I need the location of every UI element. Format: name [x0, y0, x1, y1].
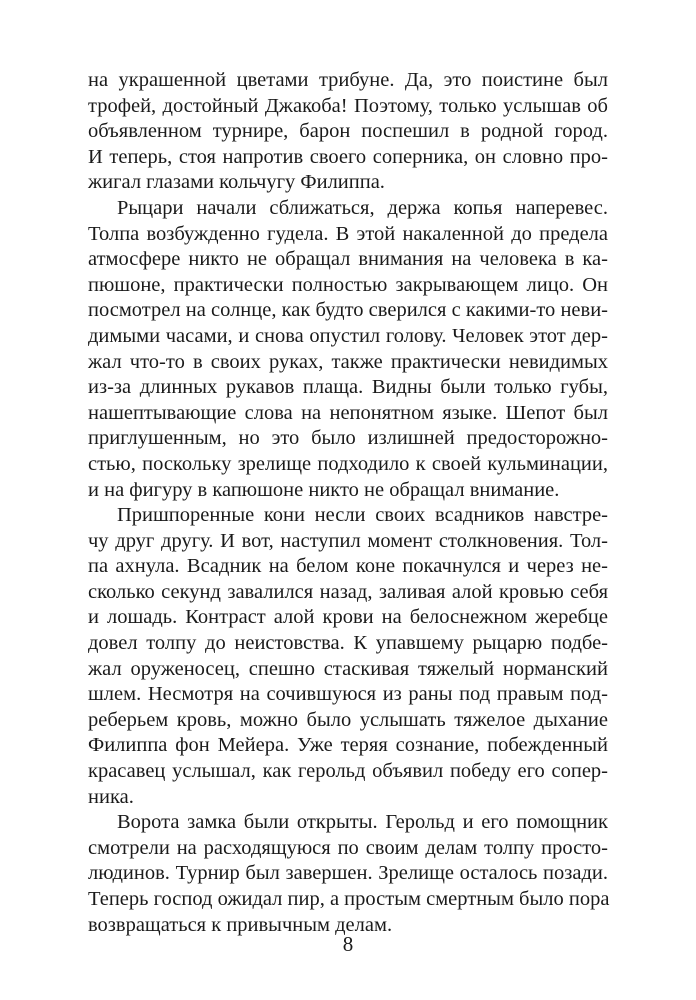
text-line: Рыцари начали сближаться, держа копья наперевес.	[117, 196, 608, 219]
text-line: Ворота замка были открыты. Герольд и его помощник	[117, 811, 608, 834]
text-block	[88, 68, 608, 938]
paragraph	[88, 68, 608, 196]
text-line: красавец услышал, как герольд объявил победу его сопер-	[88, 760, 608, 783]
text-line: стью, поскольку зрелище подходило к своей кульминации,	[88, 452, 608, 475]
text-line: Филиппа фон Мейера. Уже теряя сознание, побежденный	[88, 734, 608, 757]
text-line: и на фигуру в капюшоне никто не обращал внимание.	[88, 478, 560, 501]
text-line: шлем. Несмотря на сочившуюся из раны под правым под-	[88, 683, 608, 706]
text-line: Пришпоренные кони несли своих всадников навстре-	[117, 504, 608, 527]
text-line: возвращаться к привычным делам.	[88, 913, 393, 936]
text-line: И теперь, стоя напротив своего соперника, он словно про-	[88, 145, 608, 168]
paragraph	[88, 810, 608, 938]
paragraph	[88, 196, 608, 503]
text-line: жал что-то в своих руках, также практически невидимых	[88, 350, 608, 373]
text-line: приглушенным, но это было излишней предосторожно-	[88, 427, 608, 450]
page-body	[88, 68, 610, 936]
text-line: сколько секунд завалился назад, заливая алой кровью себя	[88, 580, 608, 603]
text-line: и лошадь. Контраст алой крови на белоснежном жеребце	[88, 606, 608, 629]
text-line: людинов. Турнир был завершен. Зрелище осталось позади.	[88, 862, 608, 885]
paragraph	[88, 503, 608, 810]
text-line: жигал глазами кольчугу Филиппа.	[88, 171, 385, 194]
text-line: ника.	[88, 785, 134, 808]
text-line: смотрели на расходящуюся по своим делам толпу просто-	[88, 836, 608, 859]
text-line: реберьем кровь, можно было услышать тяжелое дыхание	[88, 708, 608, 731]
text-line: объявленном турнире, барон поспешил в родной город.	[88, 120, 608, 143]
text-line: жал оруженосец, спешно стаскивая тяжелый норманский	[88, 657, 608, 680]
text-line: па ахнула. Всадник на белом коне покачнулся и через не-	[88, 555, 608, 578]
text-line: на украшенной цветами трибуне. Да, это поистине был	[88, 69, 608, 91]
text-line: димыми часами, и снова опустил голову. Человек этот дер-	[88, 324, 608, 347]
text-line: нашептывающие слова на непонятном языке. Шепот был	[88, 401, 608, 424]
text-line: посмотрел на солнце, как будто сверился с какими-то неви-	[88, 299, 608, 322]
page-number: 8	[342, 932, 354, 956]
text-line: Теперь господ ожидал пир, а простым смертным было пора	[88, 888, 610, 910]
text-line: чу друг другу. И вот, наступил момент столкновения. Тол-	[88, 529, 608, 552]
text-line: Толпа возбужденно гудела. В этой накаленной до предела	[88, 222, 608, 245]
text-line: довел толпу до неистовства. К упавшему рыцарю подбе-	[88, 632, 608, 655]
text-line: пюшоне, практически полностью закрывающем лицо. Он	[88, 273, 608, 296]
text-line: из-за длинных рукавов плаща. Видны были только губы,	[88, 376, 608, 399]
text-line: атмосфере никто не обращал внимания на человека в ка-	[88, 248, 608, 271]
text-line: трофей, достойный Джакоба! Поэтому, только услышав об	[88, 94, 608, 117]
